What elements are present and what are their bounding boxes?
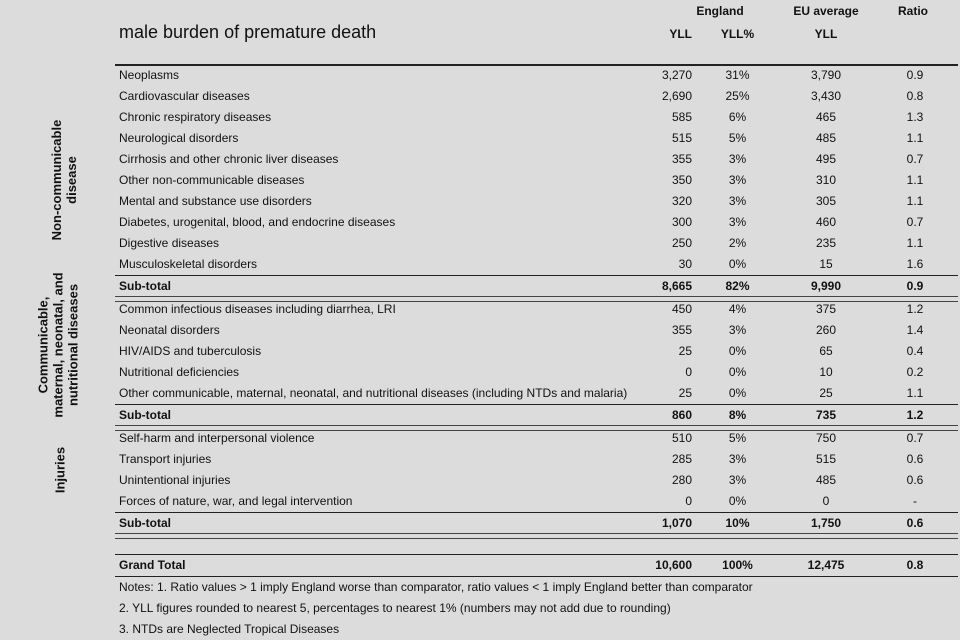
page-title: male burden of premature death bbox=[119, 22, 377, 42]
eu-yll: 15 bbox=[819, 257, 833, 271]
england-yll-pct: 6% bbox=[728, 110, 747, 124]
cause-label: Cirrhosis and other chronic liver diseases bbox=[119, 152, 339, 166]
eu-yll: 1,750 bbox=[810, 516, 842, 530]
cause-label: Grand Total bbox=[119, 558, 186, 572]
ratio: 1.3 bbox=[906, 110, 924, 124]
header-england: England bbox=[696, 4, 744, 18]
table-row bbox=[115, 212, 958, 233]
england-yll-pct: 3% bbox=[728, 194, 747, 208]
england-yll: 30 bbox=[678, 257, 692, 271]
cause-label: Sub-total bbox=[119, 516, 171, 530]
england-yll-pct: 0% bbox=[728, 344, 747, 358]
england-yll: 8,665 bbox=[661, 279, 692, 293]
ratio: 1.2 bbox=[906, 302, 924, 316]
england-yll: 280 bbox=[671, 473, 692, 487]
section-label-noncommunicable: Non-communicable disease bbox=[49, 119, 79, 241]
table-row bbox=[115, 449, 958, 470]
section-label-communicable: Communicable, maternal, neonatal, and nutritional diseases bbox=[35, 272, 81, 418]
subtotal-row bbox=[115, 276, 958, 297]
eu-yll: 10 bbox=[819, 365, 833, 379]
england-yll: 250 bbox=[671, 236, 692, 250]
cause-label: Diabetes, urogenital, blood, and endocrine diseases bbox=[119, 215, 396, 229]
table-row bbox=[115, 128, 958, 149]
ratio: 1.2 bbox=[906, 408, 924, 422]
england-yll-pct: 0% bbox=[728, 257, 747, 271]
england-yll: 0 bbox=[685, 494, 692, 508]
subtotal-row bbox=[115, 405, 958, 426]
england-yll: 355 bbox=[671, 152, 692, 166]
table-row bbox=[115, 428, 958, 449]
ratio: 0.8 bbox=[906, 89, 924, 103]
ratio: 0.8 bbox=[906, 558, 924, 572]
england-yll-pct: 25% bbox=[725, 89, 750, 103]
ratio: 0.7 bbox=[906, 431, 924, 445]
cause-label: Other communicable, maternal, neonatal, and nutritional diseases (including NTDs and malaria) bbox=[119, 386, 628, 400]
england-yll-pct: 3% bbox=[728, 152, 747, 166]
ratio: 1.1 bbox=[906, 131, 924, 145]
england-yll-pct: 3% bbox=[728, 215, 747, 229]
ratio: 1.1 bbox=[906, 194, 924, 208]
footnote: Notes: 1. Ratio values > 1 imply England worse than comparator, ratio values < 1 imply England better than comparator bbox=[119, 580, 753, 594]
england-yll: 320 bbox=[671, 194, 692, 208]
england-yll: 510 bbox=[671, 431, 692, 445]
header-eu-yll: YLL bbox=[814, 27, 838, 41]
table-row bbox=[115, 149, 958, 170]
england-yll: 285 bbox=[671, 452, 692, 466]
header-yll-pct: YLL% bbox=[720, 27, 755, 41]
cause-label: Unintentional injuries bbox=[119, 473, 231, 487]
eu-yll: 305 bbox=[815, 194, 837, 208]
england-yll-pct: 100% bbox=[722, 558, 753, 572]
england-yll-pct: 82% bbox=[725, 279, 750, 293]
cause-label: Sub-total bbox=[119, 279, 171, 293]
cause-label: Digestive diseases bbox=[119, 236, 220, 250]
england-yll: 25 bbox=[678, 386, 692, 400]
england-yll-pct: 3% bbox=[728, 323, 747, 337]
cause-label: Neoplasms bbox=[119, 68, 180, 82]
ratio: 0.9 bbox=[906, 68, 924, 82]
eu-yll: 25 bbox=[819, 386, 833, 400]
table-row bbox=[115, 65, 958, 86]
eu-yll: 3,790 bbox=[810, 68, 842, 82]
england-yll-pct: 3% bbox=[728, 473, 747, 487]
cause-label: Musculoskeletal disorders bbox=[119, 257, 258, 271]
header-eu-average: EU average bbox=[793, 4, 859, 18]
table-row bbox=[115, 254, 958, 275]
england-yll: 3,270 bbox=[661, 68, 692, 82]
england-yll: 10,600 bbox=[655, 558, 692, 572]
subtotal-row bbox=[115, 513, 958, 534]
eu-yll: 235 bbox=[815, 236, 837, 250]
cause-label: HIV/AIDS and tuberculosis bbox=[119, 344, 262, 358]
eu-yll: 310 bbox=[815, 173, 837, 187]
cause-label: Neurological disorders bbox=[119, 131, 239, 145]
double-divider bbox=[115, 533, 958, 539]
england-yll-pct: 3% bbox=[728, 173, 747, 187]
eu-yll: 465 bbox=[815, 110, 837, 124]
england-yll: 355 bbox=[671, 323, 692, 337]
cause-label: Neonatal disorders bbox=[119, 323, 220, 337]
cause-label: Chronic respiratory diseases bbox=[119, 110, 272, 124]
ratio: 1.1 bbox=[906, 173, 924, 187]
eu-yll: 735 bbox=[815, 408, 837, 422]
cause-label: Transport injuries bbox=[119, 452, 212, 466]
england-yll: 2,690 bbox=[661, 89, 692, 103]
ratio: 0.4 bbox=[906, 344, 924, 358]
england-yll-pct: 2% bbox=[728, 236, 747, 250]
table-row bbox=[115, 470, 958, 491]
table-row bbox=[115, 299, 958, 320]
eu-yll: 460 bbox=[815, 215, 837, 229]
table-row bbox=[115, 320, 958, 341]
cause-label: Cardiovascular diseases bbox=[119, 89, 250, 103]
ratio: 1.1 bbox=[906, 236, 924, 250]
table-row bbox=[115, 362, 958, 383]
eu-yll: 65 bbox=[819, 344, 833, 358]
ratio: - bbox=[913, 494, 917, 508]
eu-yll: 750 bbox=[815, 431, 837, 445]
ratio: 0.6 bbox=[906, 473, 924, 487]
ratio: 0.6 bbox=[906, 516, 924, 530]
ratio: 1.1 bbox=[906, 386, 924, 400]
cause-label: Common infectious diseases including diarrhea, LRI bbox=[119, 302, 396, 316]
eu-yll: 260 bbox=[815, 323, 837, 337]
table-row bbox=[115, 86, 958, 107]
england-yll-pct: 4% bbox=[728, 302, 747, 316]
ratio: 0.6 bbox=[906, 452, 924, 466]
england-yll-pct: 0% bbox=[728, 386, 747, 400]
england-yll: 300 bbox=[671, 215, 692, 229]
england-yll-pct: 10% bbox=[725, 516, 750, 530]
england-yll-pct: 8% bbox=[728, 408, 747, 422]
ratio: 0.2 bbox=[906, 365, 924, 379]
table-row bbox=[115, 107, 958, 128]
eu-yll: 12,475 bbox=[807, 558, 845, 572]
header-ratio: Ratio bbox=[898, 4, 928, 18]
england-yll: 350 bbox=[671, 173, 692, 187]
table-row bbox=[115, 341, 958, 362]
england-yll: 25 bbox=[678, 344, 692, 358]
table-row bbox=[115, 170, 958, 191]
cause-label: Other non-communicable diseases bbox=[119, 173, 305, 187]
table-row bbox=[115, 191, 958, 212]
eu-yll: 485 bbox=[815, 131, 837, 145]
cause-label: Mental and substance use disorders bbox=[119, 194, 312, 208]
england-yll-pct: 5% bbox=[728, 431, 747, 445]
eu-yll: 515 bbox=[815, 452, 837, 466]
england-yll: 1,070 bbox=[661, 516, 692, 530]
england-yll: 0 bbox=[685, 365, 692, 379]
england-yll: 450 bbox=[671, 302, 692, 316]
ratio: 1.6 bbox=[906, 257, 924, 271]
cause-label: Sub-total bbox=[119, 408, 171, 422]
table-row bbox=[115, 383, 958, 404]
england-yll-pct: 0% bbox=[728, 365, 747, 379]
footnote: 3. NTDs are Neglected Tropical Diseases bbox=[119, 622, 340, 636]
england-yll: 585 bbox=[671, 110, 692, 124]
england-yll: 860 bbox=[671, 408, 692, 422]
eu-yll: 9,990 bbox=[810, 279, 842, 293]
grand-total-row bbox=[115, 555, 958, 576]
ratio: 0.7 bbox=[906, 152, 924, 166]
table-row bbox=[115, 233, 958, 254]
cause-label: Forces of nature, war, and legal intervention bbox=[119, 494, 353, 508]
header-yll: YLL bbox=[669, 27, 692, 41]
england-yll-pct: 31% bbox=[725, 68, 750, 82]
cause-label: Nutritional deficiencies bbox=[119, 365, 240, 379]
ratio: 1.4 bbox=[906, 323, 924, 337]
table-row bbox=[115, 491, 958, 512]
eu-yll: 495 bbox=[815, 152, 837, 166]
eu-yll: 3,430 bbox=[810, 89, 842, 103]
ratio: 0.9 bbox=[906, 279, 924, 293]
eu-yll: 0 bbox=[822, 494, 830, 508]
cause-label: Self-harm and interpersonal violence bbox=[119, 431, 315, 445]
footnote: 2. YLL figures rounded to nearest 5, percentages to nearest 1% (numbers may not add due to rounding) bbox=[119, 601, 671, 615]
eu-yll: 375 bbox=[815, 302, 837, 316]
ratio: 0.7 bbox=[906, 215, 924, 229]
eu-yll: 485 bbox=[815, 473, 837, 487]
england-yll-pct: 3% bbox=[728, 452, 747, 466]
section-label-injuries: Injuries bbox=[52, 446, 68, 494]
england-yll-pct: 5% bbox=[728, 131, 747, 145]
england-yll-pct: 0% bbox=[728, 494, 747, 508]
england-yll: 515 bbox=[671, 131, 692, 145]
